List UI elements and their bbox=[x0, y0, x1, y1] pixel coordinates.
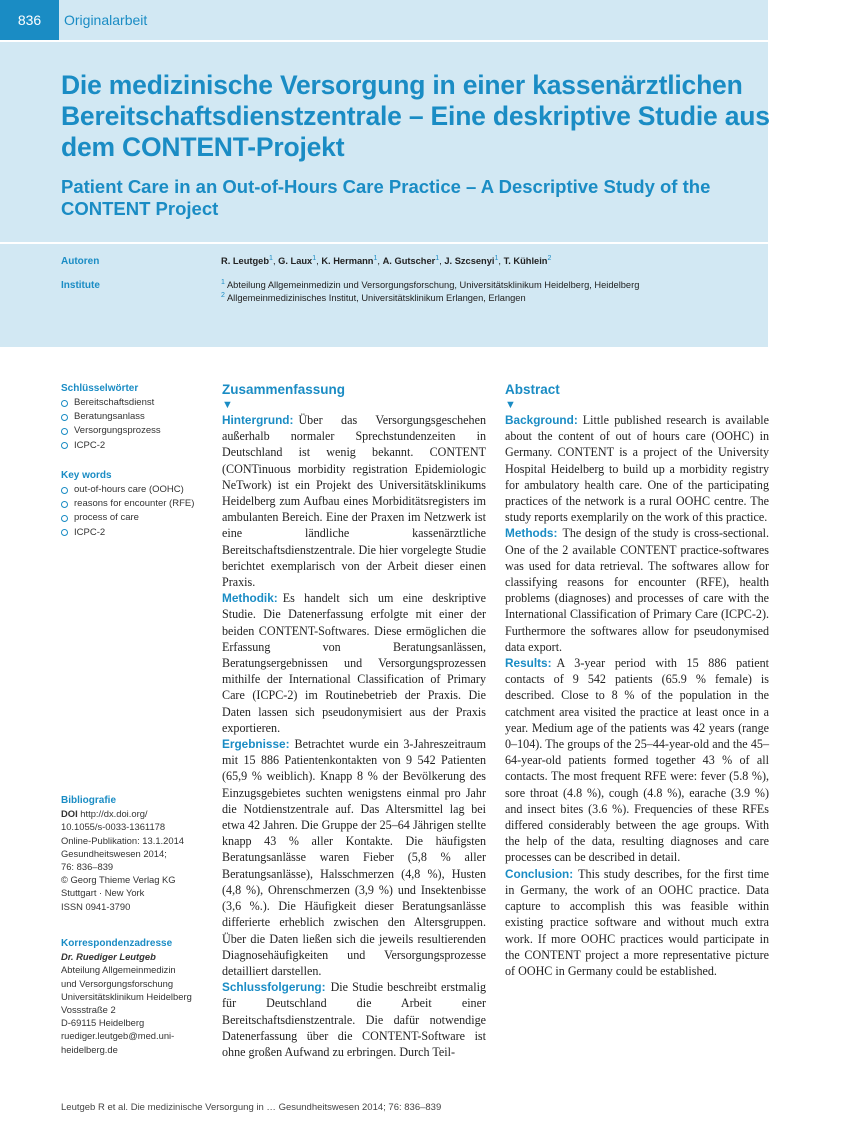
section-text: The design of the study is cross-sectional. One of the 2 available CONTENT practice-softwares was used for data retrieval. The softwares allow for classifying reasons for encounter (RFE), health problems (diagnoses) and processes of care with the International Classification of Primary Care (ICPC-2). Furthermore the softwares allow for pseudonymised data export. bbox=[505, 526, 769, 654]
section-text: Über das Versorgungsgeschehen außerhalb normaler Sprechstundenzeiten in Deutschland ist wenig bekannt. CONTENT (CONTinuous morbidity registration Epidemiologic NeTwork) ist ein Projekt des Universitätsklinikums Heidelberg zum Aufbau eines Morbiditätsregisters im ambulanten Bereich. Eine der Praxen im Netzwerk ist eine ländliche kassenärztliche Bereitschaftsdienstzentrale. Die hier vorgelegte Studie berichtet exemplarisch von der Arbeit dieser einen Praxis. bbox=[222, 413, 486, 590]
title-english: Patient Care in an Out-of-Hours Care Practice – A Descriptive Study of the CONTENT Project bbox=[61, 176, 711, 219]
keyword-item bbox=[61, 483, 194, 497]
section-label: Results: bbox=[505, 656, 552, 671]
email-link[interactable]: ruediger.leutgeb@med.uni- bbox=[61, 1030, 175, 1042]
doi-link[interactable]: http://dx.doi.org/ bbox=[80, 808, 148, 820]
abstract-paragraph bbox=[505, 655, 769, 866]
footer-citation: Leutgeb R et al. Die medizinische Versorgung in … Gesundheitswesen 2014; 76: 836–839 bbox=[61, 1102, 442, 1113]
author-affiliation: 1 bbox=[269, 254, 273, 262]
keyword-item bbox=[61, 439, 161, 453]
abstract-paragraph bbox=[222, 736, 486, 979]
abstract-paragraph bbox=[222, 590, 486, 736]
abstract-paragraph bbox=[222, 412, 486, 590]
section-label: Methodik: bbox=[222, 591, 278, 606]
abstract-paragraph bbox=[505, 412, 769, 525]
abstract-heading: Abstract bbox=[505, 382, 560, 397]
keyword-item bbox=[61, 511, 194, 525]
section-label: Methods: bbox=[505, 526, 558, 541]
author-name: R. Leutgeb bbox=[221, 256, 270, 266]
section-text: Die Studie beschreibt erstmalig für Deutschland die Arbeit einer Bereitschaftsdienstzentrale. Die dafür notwendige Datenerfassung über die CONTENT-Software ist ohne großen Aufwand zu erbringen. Durch Teil- bbox=[222, 980, 486, 1059]
institutes-list bbox=[221, 279, 639, 304]
keyword-text: ICPC-2 bbox=[74, 526, 106, 538]
authors-list: R. Leutgeb$^1$, G. Laux$^1$, K. Hermann$^1$, A. Gutscher$^1$, J. Szcsenyi$^1$, T. Kühlein$^2$ bbox=[221, 254, 552, 266]
correspondence bbox=[61, 937, 211, 1056]
bullet-icon bbox=[61, 414, 68, 421]
institute-text: Allgemeinmedizinisches Institut, Universitätsklinikum Erlangen, Erlangen bbox=[226, 292, 526, 303]
bullet-icon bbox=[61, 428, 68, 435]
abstract-paragraph bbox=[505, 525, 769, 655]
divider bbox=[0, 40, 768, 42]
author-name: A. Gutscher bbox=[382, 256, 436, 266]
bibliography-line: 76: 836–839 bbox=[61, 861, 114, 873]
author-affiliation: 1 bbox=[312, 254, 317, 262]
institute-item bbox=[221, 279, 639, 292]
address-line: Abteilung Allgemeinmedizin bbox=[61, 964, 176, 976]
address-line: und Versorgungsforschung bbox=[61, 977, 174, 989]
keyword-item bbox=[61, 410, 161, 424]
bullet-icon bbox=[61, 487, 68, 494]
abstract-english bbox=[505, 381, 769, 979]
author-name: G. Laux bbox=[278, 256, 313, 266]
bullet-icon bbox=[61, 442, 68, 449]
triangle-marker-icon: ▼ bbox=[505, 399, 516, 411]
keyword-item bbox=[61, 526, 194, 540]
author-affiliation: 1 bbox=[494, 254, 499, 262]
author-affiliation: 1 bbox=[435, 254, 440, 262]
abstract-heading: Zusammenfassung bbox=[222, 382, 346, 397]
keyword-text: Beratungsanlass bbox=[74, 411, 145, 423]
correspondence-name: Dr. Ruediger Leutgeb bbox=[61, 951, 156, 963]
email-link[interactable]: heidelberg.de bbox=[61, 1043, 118, 1055]
section-label: Ergebnisse: bbox=[222, 737, 290, 752]
section-label: Conclusion: bbox=[505, 866, 574, 881]
bibliography-line: Gesundheitswesen 2014; bbox=[61, 847, 167, 859]
keywords-german bbox=[61, 383, 161, 453]
author-affiliation: 1 bbox=[373, 254, 378, 262]
keyword-text: Versorgungsprozess bbox=[74, 425, 161, 437]
page-number: 836 bbox=[0, 0, 59, 40]
bibliography bbox=[61, 794, 211, 913]
author-name: T. Kühlein bbox=[503, 256, 548, 266]
section-label: Background: bbox=[505, 413, 578, 427]
bibliography-line: 10.1055/s-0033-1361178 bbox=[61, 821, 166, 833]
bibliography-line: Online-Publikation: 13.1.2014 bbox=[61, 834, 185, 846]
title-german: Die medizinische Versorgung in einer kassenärztlichen Bereitschaftsdienstzentrale – Eine deskriptive Studie aus dem CONTENT-Projekt bbox=[61, 70, 770, 162]
divider bbox=[0, 242, 768, 244]
author-name: K. Hermann bbox=[321, 256, 374, 266]
keyword-item bbox=[61, 424, 161, 438]
bibliography-line: © Georg Thieme Verlag KG bbox=[61, 874, 176, 886]
doi-label: DOI bbox=[61, 808, 78, 820]
bullet-icon bbox=[61, 529, 68, 536]
abstract-paragraph bbox=[222, 979, 486, 1060]
address-line: Vossstraße 2 bbox=[61, 1004, 116, 1016]
bibliography-line: ISSN 0941-3790 bbox=[61, 900, 131, 912]
triangle-marker-icon: ▼ bbox=[222, 399, 233, 411]
keyword-item bbox=[61, 396, 161, 410]
institute-number: 1 bbox=[221, 278, 225, 286]
keyword-item bbox=[61, 497, 194, 511]
keyword-text: ICPC-2 bbox=[74, 439, 106, 451]
author-name: J. Szcsenyi bbox=[444, 256, 495, 266]
abstract-paragraph bbox=[505, 866, 769, 979]
section-text: This study describes, for the first time in Germany, the work of an OOHC practice. Data capture to accomplish this was feasible within existing practice software and without much extra work. If more OOHC practices would participate in the CONTENT project a more representative picture of OOHC in Germany could be established. bbox=[505, 866, 769, 978]
correspondence-heading: Korrespondenzadresse bbox=[61, 938, 173, 949]
section-label: Schlussfolgerung: bbox=[222, 980, 326, 995]
keyword-text: reasons for encounter (RFE) bbox=[74, 498, 195, 510]
institute-text: Abteilung Allgemeinmedizin und Versorgungsforschung, Universitätsklinikum Heidelberg, Heidelberg bbox=[226, 280, 640, 290]
bullet-icon bbox=[61, 515, 68, 522]
section-text: A 3-year period with 15 886 patient contacts of 9 542 patients (65.9 % female) is described. Close to 8 % of the population in the catchment area visited the practice at least once in a year. Medium age of the patients was 42 years (range 0–104). The groups of the 25–44-year-old and the 45–64-year-old patients formed together 43 % of all contacts. The most frequent RFE were: fever (5.8 %), sore throat (4.8 %), cough (4.8 %), earache (3.9 %) and insect bites (3.6 %). Frequencies of these RFEs differed considerably between the age groups. With the help of the data, resulting diagnoses and care processes can be described in detail. bbox=[505, 656, 769, 865]
section-label: Hintergrund: bbox=[222, 413, 294, 427]
keyword-text: Bereitschaftsdienst bbox=[74, 397, 155, 408]
authors-label: Autoren bbox=[61, 256, 100, 267]
address-line: Universitätsklinikum Heidelberg bbox=[61, 990, 192, 1002]
address-line: D-69115 Heidelberg bbox=[61, 1017, 145, 1029]
bibliography-line: Stuttgart · New York bbox=[61, 887, 145, 899]
bullet-icon bbox=[61, 400, 68, 407]
keyword-text: process of care bbox=[74, 512, 139, 524]
keywords-english bbox=[61, 470, 194, 540]
keywords-heading: Key words bbox=[61, 470, 112, 481]
section-label: Originalarbeit bbox=[64, 12, 148, 28]
institutes-label: Institute bbox=[61, 280, 100, 291]
institute-item bbox=[221, 292, 639, 305]
institute-number: 2 bbox=[221, 291, 225, 299]
abstract-german bbox=[222, 381, 486, 1060]
bibliography-heading: Bibliografie bbox=[61, 795, 117, 806]
author-affiliation: 2 bbox=[547, 254, 552, 262]
section-text: Es handelt sich um eine deskriptive Studie. Die Datenerfassung erfolgte mit einer der beiden CONTENT-Softwares. Diese ermöglichen die Erfassung von Beratungsanlässen, Beratungsergebnissen und Versorgungsprozessen mithilfe der International Classification of Primary Care (ICPC-2) im Routinebetrieb der Praxis. Die Daten lassen sich pseudonymisiert aus der Praxis exportieren. bbox=[222, 591, 486, 735]
keywords-heading: Schlüsselwörter bbox=[61, 383, 139, 394]
section-text: Little published research is available about the content of out of hours care (OOHC) in Germany. CONTENT is a project of the University Hospital Heidelberg to build up a morbidity registry for ambulatory health care. One of the participating practices of the network is a rural OOHC centre. The study reports exemplarily on the work of this practice. bbox=[505, 413, 769, 525]
section-text: Betrachtet wurde ein 3-Jahreszeitraum mit 15 886 Patientenkontakten von 9 542 Patienten (65,9 % weiblich). Knapp 8 % der Bevölkerung des Einzugsgebietes suchten wenigstens einmal pro Jahr die Notdienstzentrale auf. Das Altersmittel lag bei etwa 42 Jahren. Die Gruppe der 25–64 Jährigen stellte knapp 43 % aller Kontakte. Die häufigsten Beratungsanlässe waren Fieber (5,8 % aller Beratungsanlässe), Halsschmerzen (4,8 %), Husten (4,8 %), Ohrenschmerzen (3,9 %) und Insektenbisse (3,6 %.). Die Häufigkeit dieser Beratungsanlässe differierte erheblich zwischen den Altersgruppen. Über die Daten ließen sich die jeweils resultierenden Diagnosehäufigkeiten und Versorgungsprozesse detailliert darstellen. bbox=[222, 737, 486, 978]
bullet-icon bbox=[61, 501, 68, 508]
keyword-text: out-of-hours care (OOHC) bbox=[74, 484, 184, 495]
